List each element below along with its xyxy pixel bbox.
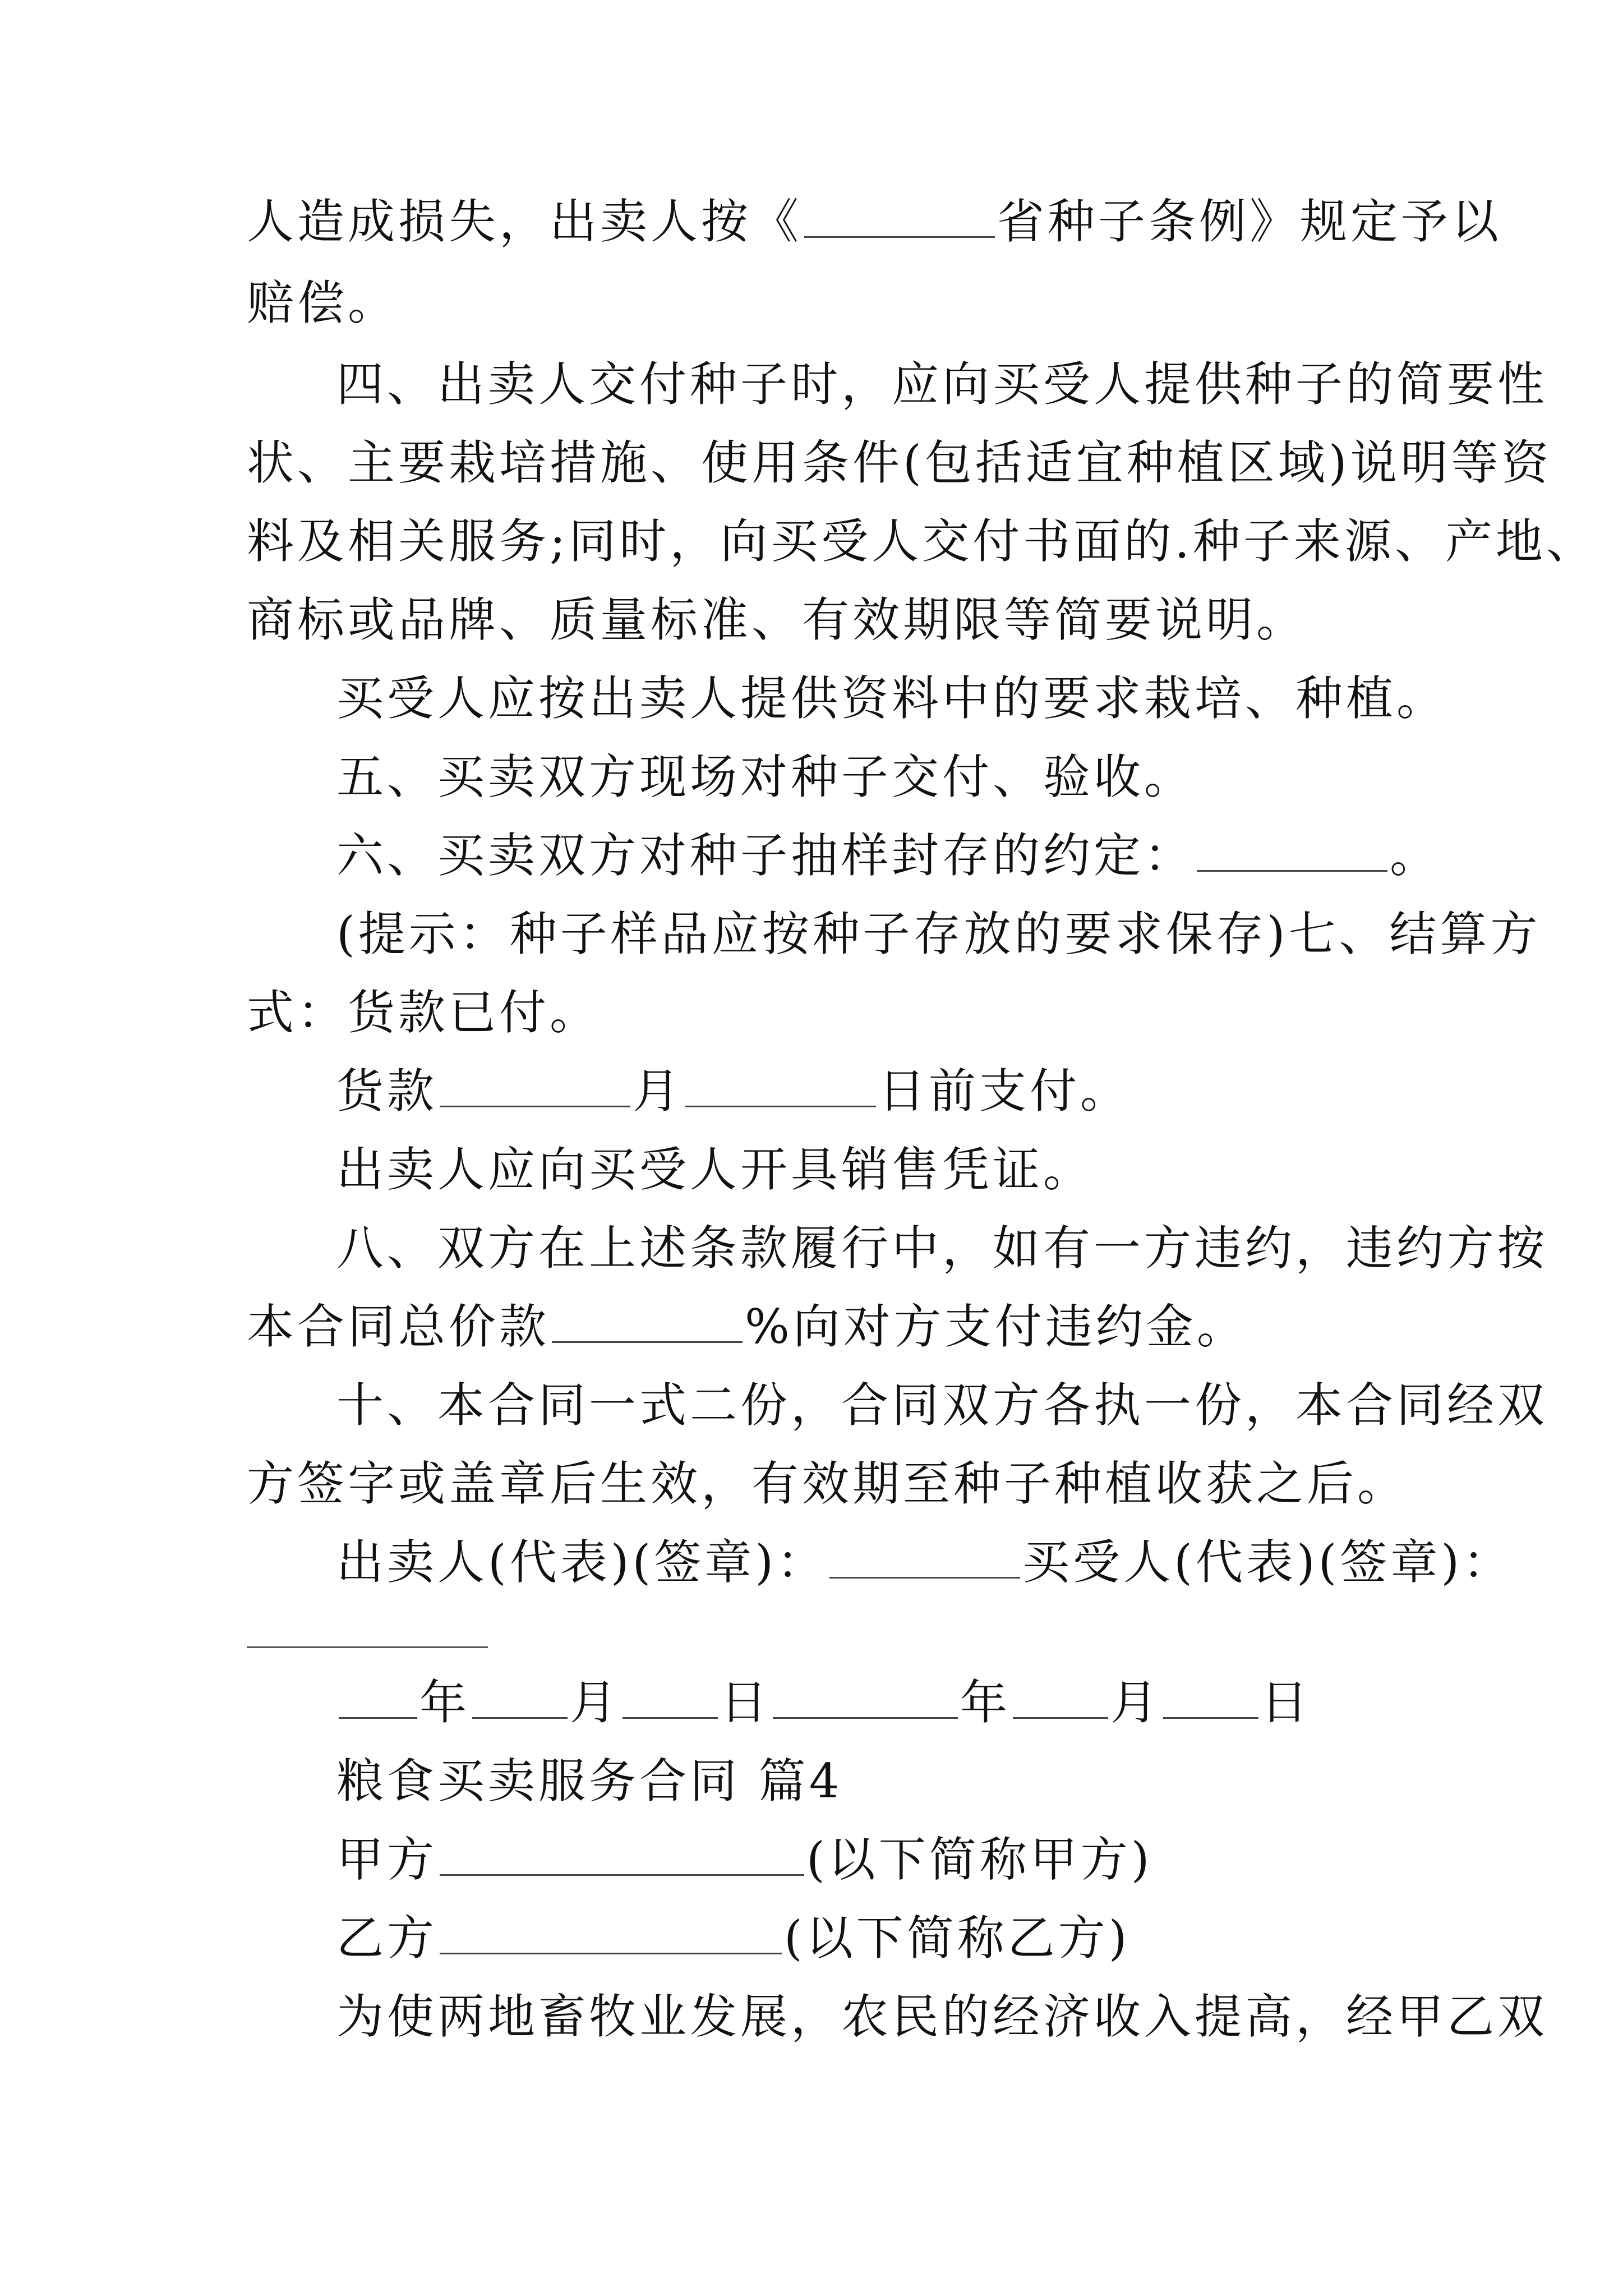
blank-field bbox=[440, 1066, 630, 1107]
paragraph-eight-line-2: 本合同总价款 %向对方支付违约金。 bbox=[247, 1299, 1247, 1354]
blank-field bbox=[1163, 1678, 1258, 1719]
receipt-line: 出卖人应向买受人开具销售凭证。 bbox=[336, 1142, 1094, 1197]
blank-field bbox=[440, 1835, 804, 1876]
paragraph-four-line-2: 状、主要栽培措施、使用条件(包括适宜种植区域)说明等资 bbox=[247, 435, 1552, 490]
paragraph-four-line-1: 四、出卖人交付种子时，应向买受人提供种子的简要性 bbox=[336, 357, 1548, 412]
paragraph-six-line: 六、买卖双方对种子抽样封存的约定： 。 bbox=[336, 828, 1441, 883]
blank-field bbox=[1013, 1678, 1108, 1719]
paragraph-five-line: 五、买卖双方现场对种子交付、验收。 bbox=[336, 749, 1195, 804]
blank-field bbox=[685, 1066, 876, 1107]
hint-line-1: (提示：种子样品应按种子存放的要求保存)七、结算方 bbox=[336, 907, 1541, 961]
text-line-2: 赔偿。 bbox=[247, 275, 399, 330]
paragraph-ten-line-1: 十、本合同一式二份，合同双方各执一份，本合同经双 bbox=[336, 1378, 1548, 1433]
payment-date-line: 货款 月 日前支付。 bbox=[336, 1064, 1131, 1119]
signature-line: 出卖人(代表)(签章)： 买受人(代表)(签章)： bbox=[336, 1535, 1514, 1590]
text-line-1: 人造成损失，出卖人按《 省种子条例》规定予以 bbox=[247, 194, 1502, 249]
paragraph-ten-line-2: 方签字或盖章后生效，有效期至种子种植收获之后。 bbox=[247, 1456, 1408, 1511]
purpose-line: 为使两地畜牧业发展，农民的经济收入提高，经甲乙双 bbox=[336, 1989, 1548, 2044]
paragraph-four-line-4: 商标或品牌、质量标准、有效期限等简要说明。 bbox=[247, 592, 1307, 647]
paragraph-four-line-3: 料及相关服务;同时，向买受人交付书面的.种子来源、产地、 bbox=[247, 514, 1597, 569]
blank-field bbox=[472, 1678, 568, 1719]
date-line: 年 月 日 年 月 日 bbox=[336, 1674, 1402, 1731]
blank-field bbox=[829, 1538, 1020, 1579]
blank-field bbox=[804, 197, 995, 238]
paragraph-eight-line-1: 八、双方在上述条款履行中，如有一方违约，违约方按 bbox=[336, 1221, 1548, 1276]
blank-field bbox=[623, 1678, 718, 1719]
blank-field bbox=[339, 1678, 417, 1719]
blank-field bbox=[440, 1913, 782, 1954]
section-title: 粮食买卖服务合同 篇4 bbox=[336, 1754, 843, 1809]
signature-underline bbox=[247, 1646, 488, 1648]
buyer-cultivation-line: 买受人应按出卖人提供资料中的要求栽培、种植。 bbox=[336, 671, 1447, 726]
blank-field bbox=[552, 1302, 743, 1343]
party-a-line: 甲方 (以下简称甲方) bbox=[336, 1832, 1153, 1887]
blank-field bbox=[1197, 831, 1387, 872]
party-b-line: 乙方 (以下简称乙方) bbox=[336, 1911, 1131, 1966]
hint-line-2: 式：货款已付。 bbox=[247, 985, 601, 1040]
blank-field bbox=[773, 1678, 958, 1719]
